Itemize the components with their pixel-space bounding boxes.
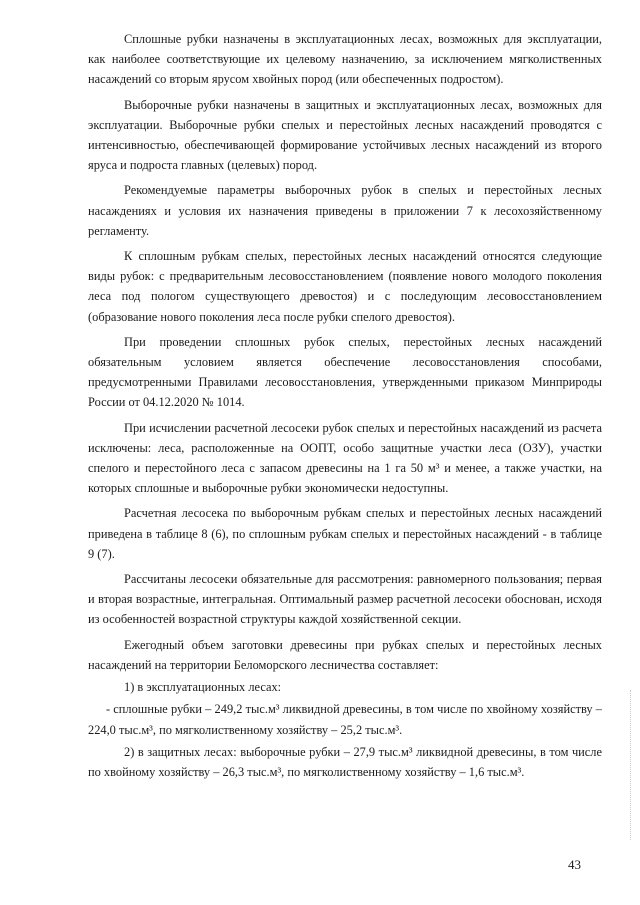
list-item-protective-forests: 2) в защитных лесах: выборочные рубки – 27,9 тыс.м³ ликвидной древесины, в том числе по хвойному хозяйству – 26,3 тыс.м³, по мягколиственному хозяйству – 1,6 тыс.м³. [88,744,602,779]
paragraph-annual-volume-intro: Ежегодный объем заготовки древесины при рубках спелых и перестойных лесных насаждений на территории Беломорского лесничества составляет: [88,637,602,672]
paragraph-clearcut-types: К сплошным рубкам спелых, перестойных лесных насаждений относятся следующие виды рубок: с предварительным лесовосстановлением (появление нового молодого поколения леса под пологом существующего древостоя) и с последующим лесовосстановлением (образование нового поколения леса после рубки спелого древостоя). [88,249,602,324]
paragraph-reforestation-condition: При проведении сплошных рубок спелых, перестойных лесных насаждений обязательным условием является обеспечение лесовосстановления способами, предусмотренными Правилами лесовосстановления, утвержденными приказом Минприроды России от 04.12.2020 № 1014. [88,334,602,410]
paragraph-table-references: Расчетная лесосека по выборочным рубкам спелых и перестойных лесных насаждений приведена в таблице 8 (6), по сплошным рубкам спелых и перестойных насаждений - в таблице 9 (7). [88,506,602,561]
paragraph-recommended-parameters: Рекомендуемые параметры выборочных рубок в спелых и перестойных лесных насаждениях и условия их назначения приведены в приложении 7 к лесохозяйственному регламенту. [88,183,602,238]
paragraph-clearcut-assignment: Сплошные рубки назначены в эксплуатационных лесах, возможных для эксплуатации, как наиболее соответствующие их целевому назначению, за исключением мягколиственных насаждений со вторым ярусом хвойных пород (или обеспеченных подростом). [88,32,602,87]
list-item-exploitation-forests: 1) в эксплуатационных лесах: [124,680,282,695]
page-number: 43 [568,857,581,872]
list-item-clearcut-volume: - сплошные рубки – 249,2 тыс.м³ ликвидной древесины, в том числе по хвойному хозяйству – 224,0 тыс.м³, по мягколиственному хозяйству – 25,2 тыс.м³. [88,702,602,737]
scan-edge-mark [630,690,632,840]
paragraph-calculation-exclusions: При исчислении расчетной лесосеки рубок спелых и перестойных насаждений из расчета исключены: леса, расположенные на ООПТ, особо защитные участки леса (ОЗУ), участки спелого и перестойного леса с запасом древесины на 1 га 50 м³ и менее, а также участки, на которых сплошные и выборочные рубки экономически недоступны. [88,420,602,496]
page-body [88,29,602,784]
paragraph-selective-assignment: Выборочные рубки назначены в защитных и эксплуатационных лесах, возможных для эксплуатации. Выборочные рубки спелых и перестойных лесных насаждений проводятся с интенсивностью, обеспечивающей формирование устойчивых лесных насаждений из второго яруса и подроста главных (целевых) пород. [88,97,602,173]
paragraph-calculated-cutting-areas: Рассчитаны лесосеки обязательные для рассмотрения: равномерного пользования; первая и вторая возрастные, интегральная. Оптимальный размер расчетной лесосеки обоснован, исходя из особенностей возрастной структуры каждой хозяйственной секции. [88,572,602,627]
